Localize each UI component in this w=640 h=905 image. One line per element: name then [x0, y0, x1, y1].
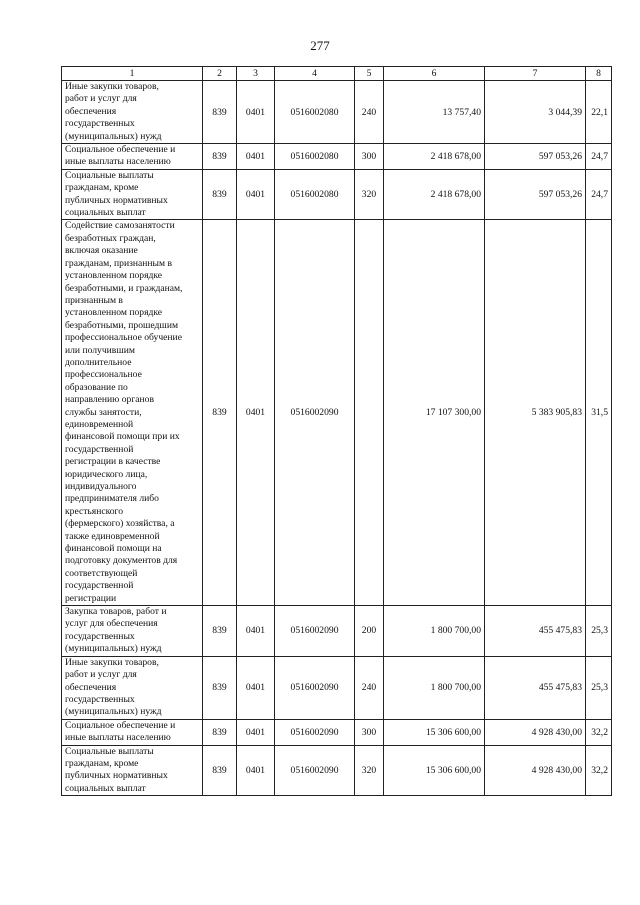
item-name-line: профессиональное [65, 369, 142, 381]
section-code-cell: 0401 [237, 719, 275, 745]
approved-amount-cell: 15 306 600,00 [384, 719, 485, 745]
column-header: 5 [355, 67, 384, 81]
item-name-line: также единовременной [65, 530, 160, 542]
expense-type-cell: 240 [355, 81, 384, 144]
item-name-line: профессиональное обучение [65, 332, 182, 344]
item-name-line: службы занятости, [65, 406, 142, 418]
item-name-line: иные выплаты населению [65, 156, 171, 168]
item-name-line: регистрации [65, 592, 117, 604]
item-name-line: государственных [65, 693, 135, 705]
item-name-line: публичных нормативных [65, 194, 168, 206]
execution-percent-cell: 24,7 [586, 144, 612, 170]
column-header: 4 [275, 67, 355, 81]
approved-amount-cell: 2 418 678,00 [384, 169, 485, 220]
item-name-line: государственных [65, 118, 135, 130]
item-name-line: Социальные выплаты [65, 745, 154, 757]
item-name-line: обеспечения [65, 681, 117, 693]
execution-percent-cell: 31,5 [586, 220, 612, 606]
column-header: 2 [203, 67, 237, 81]
item-name-line: гражданам, кроме [65, 182, 139, 194]
item-name-line: государственной [65, 443, 134, 455]
target-article-cell: 0516002090 [275, 656, 355, 719]
target-article-cell: 0516002090 [275, 220, 355, 606]
execution-percent-cell: 25,3 [586, 606, 612, 657]
page-number: 277 [310, 38, 330, 53]
executed-amount-cell: 597 053,26 [485, 144, 586, 170]
item-name-line: безработных граждан, [65, 232, 156, 244]
item-name-line: государственных [65, 630, 135, 642]
item-name-line: государственной [65, 580, 134, 592]
item-name-line: (муниципальных) нужд [65, 643, 162, 655]
item-name-cell [62, 144, 203, 170]
item-name-line: дополнительное [65, 356, 132, 368]
item-name-line: юридического лица, [65, 468, 148, 480]
column-header: 6 [384, 67, 485, 81]
item-name-line: гражданам, кроме [65, 757, 139, 769]
header-row [62, 67, 612, 81]
item-name-line: Социальное обеспечение и [65, 719, 176, 731]
target-article-cell: 0516002090 [275, 719, 355, 745]
item-name-cell [62, 169, 203, 220]
item-name-cell [62, 220, 203, 606]
item-name-line: (муниципальных) нужд [65, 130, 162, 142]
approved-amount-cell: 17 107 300,00 [384, 220, 485, 606]
item-name-line: гражданам, признанным в [65, 257, 172, 269]
table-row [62, 656, 612, 719]
executed-amount-cell: 5 383 905,83 [485, 220, 586, 606]
admin-code-cell: 839 [203, 220, 237, 606]
admin-code-cell: 839 [203, 719, 237, 745]
section-code-cell: 0401 [237, 220, 275, 606]
admin-code-cell: 839 [203, 745, 237, 796]
approved-amount-cell: 1 800 700,00 [384, 606, 485, 657]
item-name-line: или получившим [65, 344, 135, 356]
admin-code-cell: 839 [203, 606, 237, 657]
admin-code-cell: 839 [203, 656, 237, 719]
table-row [62, 81, 612, 144]
section-code-cell: 0401 [237, 745, 275, 796]
column-header: 1 [62, 67, 203, 81]
item-name-line: социальных выплат [65, 207, 146, 219]
table-row [62, 220, 612, 606]
item-name-line: обеспечения [65, 105, 117, 117]
item-name-line: Содействие самозанятости [65, 220, 175, 232]
executed-amount-cell: 4 928 430,00 [485, 719, 586, 745]
executed-amount-cell: 597 053,26 [485, 169, 586, 220]
item-name-line: работ и услуг для [65, 93, 137, 105]
target-article-cell: 0516002090 [275, 606, 355, 657]
item-name-line: работ и услуг для [65, 669, 137, 681]
target-article-cell: 0516002080 [275, 169, 355, 220]
table-row [62, 719, 612, 745]
section-code-cell: 0401 [237, 656, 275, 719]
item-name-line: финансовой помощи на [65, 543, 162, 555]
execution-percent-cell: 22,1 [586, 81, 612, 144]
item-name-line: публичных нормативных [65, 770, 168, 782]
executed-amount-cell: 4 928 430,00 [485, 745, 586, 796]
target-article-cell: 0516002080 [275, 144, 355, 170]
execution-percent-cell: 24,7 [586, 169, 612, 220]
executed-amount-cell: 455 475,83 [485, 656, 586, 719]
item-name-line: подготовку документов для [65, 555, 178, 567]
item-name-line: безработными, и гражданам, [65, 282, 183, 294]
item-name-line: индивидуального [65, 481, 137, 492]
item-name-line: (муниципальных) нужд [65, 706, 162, 718]
column-header: 7 [485, 67, 586, 81]
column-header: 8 [586, 67, 612, 81]
section-code-cell: 0401 [237, 606, 275, 657]
item-name-line: регистрации в качестве [65, 456, 161, 468]
expense-type-cell: 240 [355, 656, 384, 719]
target-article-cell: 0516002090 [275, 745, 355, 796]
table-row [62, 606, 612, 657]
item-name-line: Иные закупки товаров, [65, 81, 159, 92]
item-name-cell [62, 81, 203, 144]
approved-amount-cell: 2 418 678,00 [384, 144, 485, 170]
item-name-line: безработными, прошедшим [65, 319, 179, 331]
item-name-line: предпринимателя либо [65, 493, 159, 505]
execution-percent-cell: 32,2 [586, 745, 612, 796]
item-name-line: финансовой помощи при их [65, 431, 180, 443]
item-name-line: Иные закупки товаров, [65, 656, 159, 668]
item-name-line: признанным в [65, 294, 123, 306]
item-name-line: направлению органов [65, 394, 154, 406]
section-code-cell: 0401 [237, 144, 275, 170]
item-name-cell [62, 606, 203, 657]
item-name-line: Социальные выплаты [65, 169, 154, 181]
approved-amount-cell: 13 757,40 [384, 81, 485, 144]
item-name-line: иные выплаты населению [65, 732, 171, 744]
item-name-line: установленном порядке [65, 307, 163, 319]
expense-type-cell: 300 [355, 719, 384, 745]
expense-type-cell: 320 [355, 745, 384, 796]
expense-type-cell: 300 [355, 144, 384, 170]
admin-code-cell: 839 [203, 144, 237, 170]
budget-table [61, 66, 612, 796]
item-name-line: соответствующей [65, 567, 138, 579]
approved-amount-cell: 1 800 700,00 [384, 656, 485, 719]
admin-code-cell: 839 [203, 169, 237, 220]
table-row [62, 745, 612, 796]
item-name-line: крестьянского [65, 505, 124, 517]
execution-percent-cell: 32,2 [586, 719, 612, 745]
item-name-cell [62, 745, 203, 796]
item-name-line: (фермерского) хозяйства, а [65, 518, 175, 530]
item-name-line: Социальное обеспечение и [65, 144, 176, 156]
item-name-cell [62, 719, 203, 745]
table-row [62, 144, 612, 170]
expense-type-cell [355, 220, 384, 606]
item-name-line: социальных выплат [65, 782, 146, 794]
section-code-cell: 0401 [237, 169, 275, 220]
target-article-cell: 0516002080 [275, 81, 355, 144]
executed-amount-cell: 3 044,39 [485, 81, 586, 144]
table-row [62, 169, 612, 220]
column-header: 3 [237, 67, 275, 81]
item-name-line: установленном порядке [65, 270, 163, 282]
item-name-line: образование по [65, 381, 128, 393]
admin-code-cell: 839 [203, 81, 237, 144]
section-code-cell: 0401 [237, 81, 275, 144]
item-name-cell [62, 656, 203, 719]
item-name-line: включая оказание [65, 245, 138, 257]
item-name-line: Закупка товаров, работ и [65, 606, 167, 618]
item-name-line: услуг для обеспечения [65, 618, 158, 630]
expense-type-cell: 200 [355, 606, 384, 657]
execution-percent-cell: 25,3 [586, 656, 612, 719]
expense-type-cell: 320 [355, 169, 384, 220]
item-name-line: единовременной [65, 418, 134, 430]
executed-amount-cell: 455 475,83 [485, 606, 586, 657]
approved-amount-cell: 15 306 600,00 [384, 745, 485, 796]
